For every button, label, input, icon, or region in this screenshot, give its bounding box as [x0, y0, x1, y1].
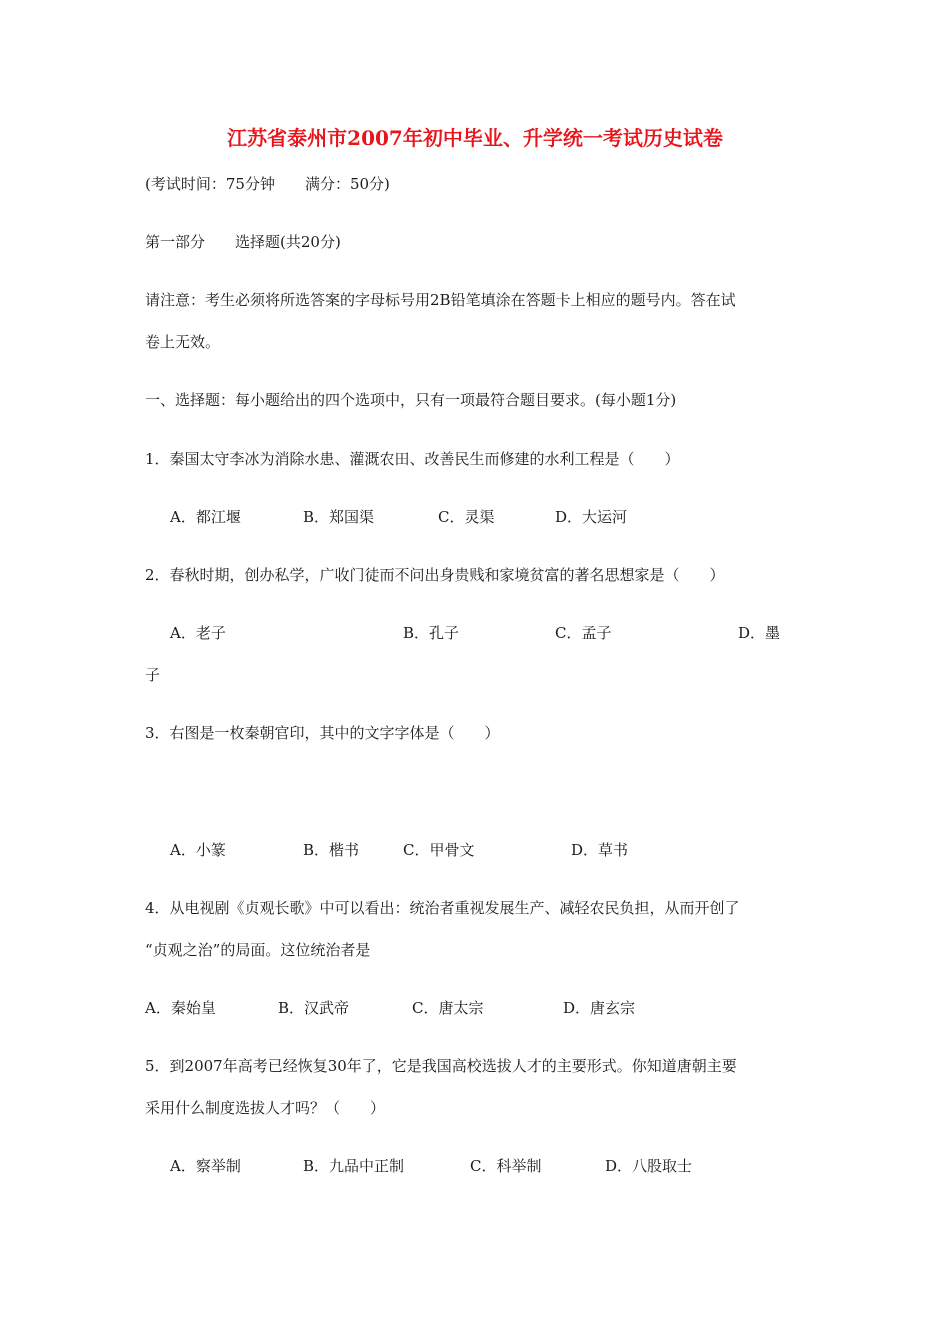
question-1-stem: 1．秦国太守李冰为消除水患、灌溉农田、改善民生而修建的水利工程是（ ）: [145, 450, 680, 468]
question-5-stem-line-2: 采用什么制度选拔人才吗？（ ）: [145, 1099, 386, 1117]
q5-option-b: B．九品中正制: [303, 1157, 405, 1175]
q2-option-d: D．墨: [738, 624, 781, 642]
q1-option-c: C．灵渠: [438, 508, 495, 526]
q4-option-b: B．汉武帝: [278, 999, 350, 1017]
q4-option-d: D．唐玄宗: [563, 999, 636, 1017]
question-3-stem: 3．右图是一枚秦朝官印，其中的文字字体是（ ）: [145, 724, 500, 742]
q5-option-a: A．察举制: [170, 1157, 241, 1175]
part-one-heading: 第一部分 选择题(共20分): [145, 233, 341, 251]
notice-line-1: 请注意：考生必须将所选答案的字母标号用2B铅笔填涂在答题卡上相应的题号内。答在试: [145, 291, 736, 309]
q4-option-a: A．秦始皇: [145, 999, 216, 1017]
q1-option-a: A．都江堰: [170, 508, 241, 526]
q3-option-d: D．草书: [571, 841, 629, 859]
q2-option-a: A．老子: [170, 624, 226, 642]
q2-option-b: B．孔子: [403, 624, 460, 642]
q3-option-a: A．小篆: [170, 841, 226, 859]
exam-info: (考试时间：75分钟 满分：50分): [145, 175, 390, 193]
exam-title: 江苏省泰州市2007年初中毕业、升学统一考试历史试卷: [227, 126, 723, 150]
q2-option-d-wrap: 子: [145, 666, 161, 684]
question-4-stem-line-2: “贞观之治”的局面。这位统治者是: [145, 941, 371, 959]
q1-option-b: B．郑国渠: [303, 508, 375, 526]
section-heading: 一、选择题：每小题给出的四个选项中，只有一项最符合题目要求。(每小题1分): [145, 391, 677, 409]
q1-option-d: D．大运河: [555, 508, 628, 526]
notice-line-2: 卷上无效。: [145, 333, 221, 351]
question-5-stem-line-1: 5．到2007年高考已经恢复30年了，它是我国高校选拔人才的主要形式。你知道唐朝主要: [145, 1057, 737, 1075]
q5-option-d: D．八股取士: [605, 1157, 693, 1175]
q4-option-c: C．唐太宗: [412, 999, 484, 1017]
question-2-stem: 2．春秋时期，创办私学，广收门徒而不问出身贵贱和家境贫富的著名思想家是（ ）: [145, 566, 725, 584]
q5-option-c: C．科举制: [470, 1157, 542, 1175]
question-4-stem-line-1: 4．从电视剧《贞观长歌》中可以看出：统治者重视发展生产、减轻农民负担，从而开创了: [145, 899, 740, 917]
q3-option-b: B．楷书: [303, 841, 360, 859]
q3-option-c: C．甲骨文: [403, 841, 475, 859]
q2-option-c: C．孟子: [555, 624, 612, 642]
